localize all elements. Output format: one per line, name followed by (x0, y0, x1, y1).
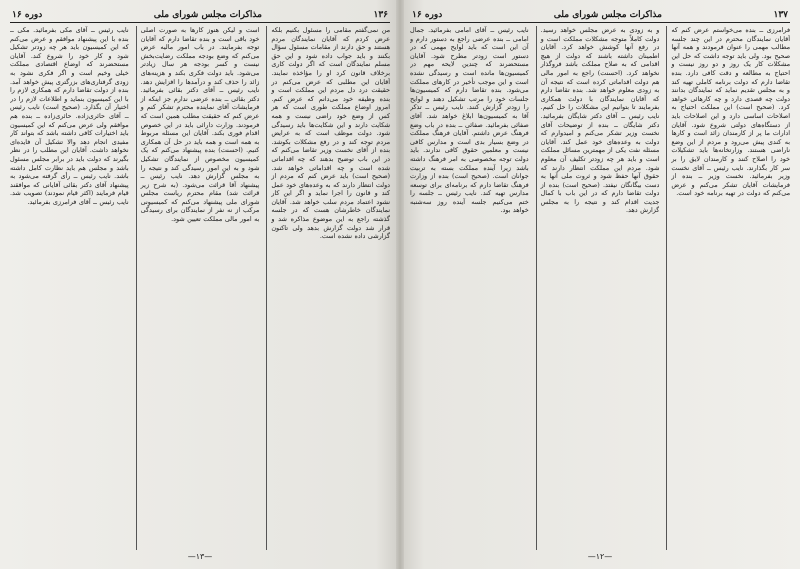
right-page-title: مذاکرات مجلس شورای ملی (553, 10, 662, 20)
right-column-2-text: و به زودی به عرض مجلس خواهد رسید. دولت کاملاً متوجه مشکلات مملکت است و در رفع آنها کوشش خواهد کرد. آقایان اطمینان داشته باشند که دولت از هیچ اقدامی که به صلاح مملکت باشد فروگذار نخواهد کرد. (احسنت) راجع به امور مالی هم دولت اقداماتی کرده است که نتیجه آن به زودی معلوم خواهد شد. بنده تقاضا دارم که آقایان نمایندگان با دولت همکاری بفرمایند تا بتوانیم این مشکلات را حل کنیم. نایب رئیس ــ آقای دکتر شایگان بفرمائید. دکتر شایگان ــ بنده از توضیحات آقای نخست وزیر تشکر می‌کنم و امیدوارم که دولت به وعده‌های خود عمل کند. آقایان مسئله نفت یکی از مهمترین مسائل مملکت است و باید هر چه زودتر تکلیف آن معلوم شود. مردم این مملکت انتظار دارند که حقوق آنها حفظ شود و ثروت ملی آنها به دست بیگانگان نیفتد. (صحیح است) بنده از دولت تقاضا دارم که در این باب با کمال جدیت اقدام کند و نتیجه را به مجلس گزارش دهد. (540, 26, 660, 215)
right-page (400, 0, 800, 569)
left-column-3-text: نایب رئیس ــ آقای مکی بفرمائید. مکی ــ بنده با این پیشنهاد موافقم و عرض می‌کنم که این کمیسیون باید هر چه زودتر تشکیل شود و کار خود را شروع کند. آقایان مستحضرند که اوضاع اقتصادی مملکت خیلی وخیم است و اگر فکری نشود به زودی گرفتاری‌های بزرگتری پیش خواهد آمد. بنده از دولت تقاضا دارم که همکاری لازم را با این کمیسیون بنماید و اطلاعات لازم را در اختیار آن بگذارد. (صحیح است) نایب رئیس ــ آقای حائری‌زاده. حائری‌زاده ــ بنده هم موافقم ولی عرض می‌کنم که این کمیسیون باید اختیارات کافی داشته باشد که بتواند کار مفیدی انجام دهد والا تشکیل آن فایده‌ای نخواهد داشت. آقایان این مطلب را در نظر بگیرند که دولت باید در برابر مجلس مسئول باشد و مجلس هم باید نظارت کامل داشته باشد. نایب رئیس ــ رأی گرفته می‌شود به پیشنهاد آقای دکتر بقائی آقایانی که موافقند قیام فرمایند (اکثر قیام نمودند) تصویب شد. نایب رئیس ــ آقای فرامرزی بفرمائید. (10, 26, 129, 206)
left-page-session: دوره ۱۶ (12, 10, 43, 20)
right-column-3 (410, 26, 529, 550)
left-page-footer: —۱۳— (187, 552, 213, 561)
right-column-1 (666, 26, 790, 550)
left-page-header (10, 8, 390, 23)
right-column-3-text: نایب رئیس ــ آقای امامی بفرمائید. جمال امامی ــ بنده عرضی راجع به دستور دارم و آن این است که باید لوایح مهمی که در دستور است زودتر مطرح شود. آقایان مستحضرند که چندین لایحه مهم در کمیسیون‌ها مانده است و رسیدگی نشده است و این موجب تأخیر در کارهای مملکت می‌شود. بنده تقاضا دارم که کمیسیون‌ها جلسات خود را مرتب تشکیل دهند و لوایح را زودتر گزارش کنند. نایب رئیس ــ تذکر آقا به کمیسیون‌ها ابلاغ خواهد شد. آقای صفائی بفرمائید. صفائی ــ بنده در باب وضع فرهنگ عرض داشتم. آقایان فرهنگ مملکت در وضع بسیار بدی است و مدارس کافی نیست و معلمین حقوق کافی ندارند. باید دولت توجه مخصوصی به امر فرهنگ داشته باشد زیرا آینده مملکت بسته به تربیت جوانان است. (صحیح است) بنده از وزارت فرهنگ تقاضا دارم که برنامه‌ای برای توسعه مدارس تهیه کند. نایب رئیس ــ جلسه را ختم می‌کنیم جلسه آینده روز سه‌شنبه خواهد بود. (410, 26, 529, 215)
left-page-columns (10, 26, 390, 550)
right-page-header (410, 8, 790, 23)
right-page-number: ۱۳۷ (773, 10, 788, 20)
right-column-2 (536, 26, 660, 550)
right-page-columns (410, 26, 790, 550)
left-column-1-text: من نمی‌گفتم مقامی را مسئول بکنیم بلکه عرض کردم که آقایان نمایندگان مردم هستند و حق دارند از مقامات مسئول سؤال بکنند و باید جواب داده شود و این حق مسلم نمایندگان است که اگر دولت کاری برخلاف قانون کرد او را مؤاخذه نمایند. آقایان این مطلبی که عرض می‌کنم در حقیقت درد دل مردم این مملکت است و بنده وظیفه خود می‌دانم که عرض کنم. امروز اوضاع مملکت طوری است که هر کس از وضع خود راضی نیست و همه شکایت دارند و این شکایت‌ها باید رسیدگی شود. دولت موظف است که به عرایض مردم توجه کند و در رفع مشکلات بکوشد. بنده از آقای نخست وزیر تقاضا می‌کنم که در این باب توضیح بدهند که چه اقداماتی شده است و چه اقداماتی خواهد شد. (صحیح است) باید عرض کنم که مردم از دولت انتظار دارند که به وعده‌های خود عمل کند و قانون را اجرا نماید و اگر این کار نشود اعتماد مردم سلب خواهد شد. آقایان نمایندگان خاطرشان هست که در جلسه گذشته راجع به این موضوع مذاکره شد و قرار شد دولت گزارش بدهد ولی تاکنون گزارشی داده نشده است. (271, 26, 390, 241)
left-page-title: مذاکرات مجلس شورای ملی (153, 10, 262, 20)
book-gutter (396, 0, 404, 569)
left-column-1 (266, 26, 390, 550)
left-column-3 (10, 26, 129, 550)
right-column-1-text: فرامرزی ــ بنده می‌خواستم عرض کنم که آقایان نمایندگان محترم در این چند جلسه مطالب مهمی را عنوان فرمودند و همه آنها صحیح بود. ولی باید توجه داشت که حل این مشکلات کار یک روز و دو روز نیست و احتیاج به مطالعه و دقت کافی دارد. بنده تقاضا دارم که دولت برنامه کاملی تهیه کند و به مجلس تقدیم نماید که نمایندگان بدانند دولت چه قصدی دارد و چه کارهائی خواهد کرد. (صحیح است) این مملکت احتیاج به اصلاحات اساسی دارد و این اصلاحات باید از دستگاه‌های دولتی شروع شود. آقایان ادارات ما پر از کارمندان زائد است و کارها به کندی پیش می‌رود و مردم از این وضع ناراضی هستند. وزارتخانه‌ها باید تشکیلات خود را اصلاح کنند و کارمندان لایق را بر سر کار بگذارند. نایب رئیس ــ آقای نخست وزیر بفرمائید. نخست وزیر ــ بنده از فرمایشات آقایان تشکر می‌کنم و عرض می‌کنم که دولت در تهیه برنامه خود است. (671, 26, 790, 198)
left-page-number: ۱۳۶ (373, 10, 388, 20)
left-column-2 (136, 26, 260, 550)
right-page-footer: —۱۲— (587, 552, 613, 561)
right-page-session: دوره ۱۶ (412, 10, 443, 20)
left-column-2-text: است و لیکن هنوز کارها به صورت اصلی خود باقی است و بنده تقاضا دارم که آقایان توجه بفرمایند. در باب امور مالیه عرض می‌کنم که وضع بودجه مملکت رضایت‌بخش نیست و کسر بودجه هر سال زیادتر می‌شود. باید دولت فکری بکند و هزینه‌های زائد را حذف کند و درآمدها را افزایش دهد. نایب رئیس ــ آقای دکتر بقائی بفرمائید. دکتر بقائی ــ بنده عرضی ندارم جز اینکه از فرمایشات آقای نماینده محترم تشکر کنم و عرض کنم که حقیقت مطلب همین است که فرمودند. وزارت دارائی باید در این خصوص اقدام فوری بکند. آقایان این مسئله مربوط به همه است و همه باید در حل آن همکاری کنیم. (احسنت) بنده پیشنهاد می‌کنم که یک کمیسیون مخصوص از نمایندگان تشکیل شود و به این امور رسیدگی کند و نتیجه را به مجلس گزارش دهد. نایب رئیس ــ پیشنهاد آقا قرائت می‌شود. (به شرح زیر قرائت شد) مقام محترم ریاست مجلس شورای ملی پیشنهاد می‌کنم که کمیسیونی مرکب از نه نفر از نمایندگان برای رسیدگی به امور مالی مملکت تعیین شود. (140, 26, 260, 224)
